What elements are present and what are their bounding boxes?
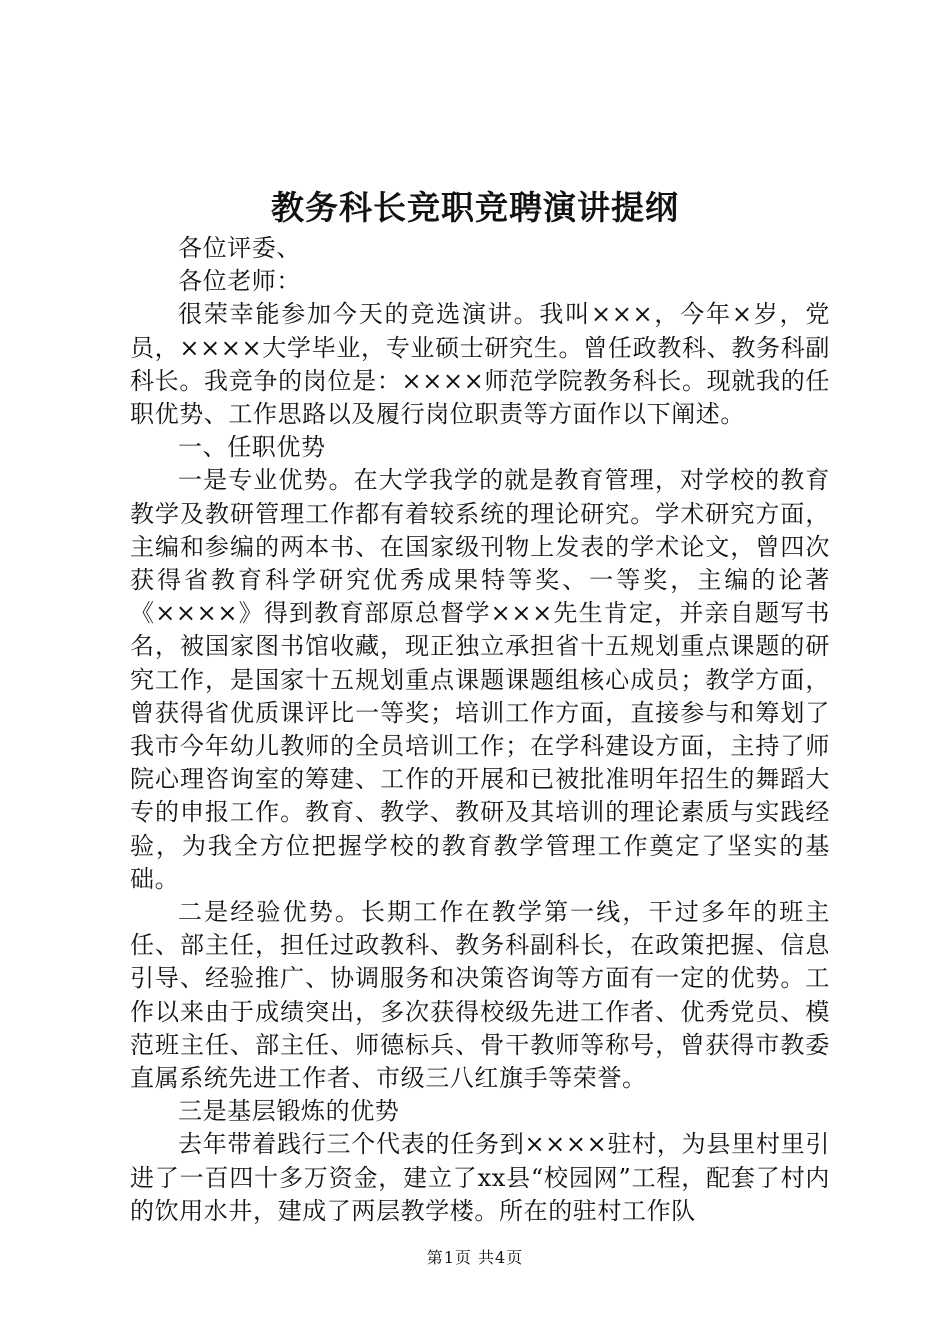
paragraph-grassroots-detail: 去年带着践行三个代表的任务到××××驻村，为县里村里引进了一百四十多万资金，建立了xx县“校园网”工程，配套了村内的饮用水井，建成了两层教学楼。所在的驻村工作队 <box>130 1130 830 1225</box>
document-title: 教务科长竞职竞聘演讲提纲 <box>271 188 679 227</box>
paragraph-introduction: 很荣幸能参加今天的竞选演讲。我叫×××，今年×岁，党员，××××大学毕业，专业硕士研究生。曾任政教科、教务科副科长。我竞争的岗位是：××××师范学院教务科长。现就我的任职优势、工作思路以及履行岗位职责等方面作以下阐述。 <box>130 300 830 429</box>
paragraph-grassroots-heading: 三是基层锻炼的优势 <box>178 1097 400 1126</box>
paragraph-professional-advantage: 一是专业优势。在大学我学的就是教育管理，对学校的教育教学及教研管理工作都有着较系统的理论研究。学术研究方面，主编和参编的两本书、在国家级刊物上发表的学术论文，曾四次获得省教育科学研究优秀成果特等奖、一等奖，主编的论著《××××》得到教育部原总督学×××先生肯定，并亲自题写书名，被国家图书馆收藏，现正独立承担省十五规划重点课题的研究工作，是国家十五规划重点课题课题组核心成员；教学方面，曾获得省优质课评比一等奖；培训工作方面，直接参与和筹划了我市今年幼儿教师的全员培训工作；在学科建设方面，主持了师院心理咨询室的筹建、工作的开展和已被批准明年招生的舞蹈大专的申报工作。教育、教学、教研及其培训的理论素质与实践经验，为我全方位把握学校的教育教学管理工作奠定了坚实的基础。 <box>130 466 830 893</box>
page-number-footer: 第1页 共4页 <box>426 1248 524 1267</box>
document-body <box>130 232 830 1228</box>
salutation-teachers: 各位老师： <box>178 267 301 296</box>
salutation-judges: 各位评委、 <box>178 234 301 262</box>
section-heading-advantages: 一、任职优势 <box>178 433 326 462</box>
paragraph-experience-advantage: 二是经验优势。长期工作在教学第一线，干过多年的班主任、部主任，担任过政教科、教务科副科长，在政策把握、信息引导、经验推广、协调服务和决策咨询等方面有一定的优势。工作以来由于成绩突出，多次获得校级先进工作者、优秀党员、模范班主任、部主任、师德标兵、骨干教师等称号，曾获得市教委直属系统先进工作者、市级三八红旗手等荣誉。 <box>130 898 830 1093</box>
